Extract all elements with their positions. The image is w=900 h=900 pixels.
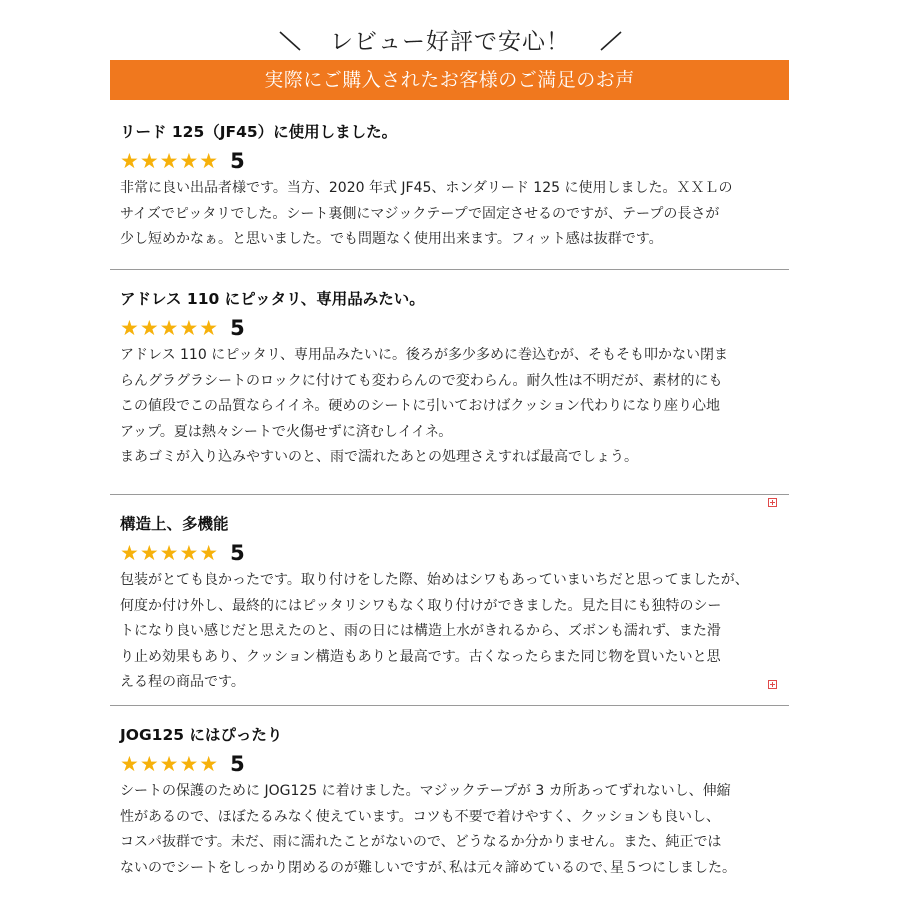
expand-plus-icon[interactable] bbox=[768, 498, 777, 507]
review-body: シートの保護のために JOG125 に着けました。マジックテープが 3 カ所あってずれないし、伸縮 性があるので、ほぼたるみなく使えています。コツも不要で着けやすく、クッションも良いし、 コスパ抜群です。未だ、雨に濡れたことがないので、どうなるか分かりません。また、純正では ないのでシートをしっかり閉めるのが難しいですが､私は元々諦めているので､星５つにしました。 bbox=[120, 783, 736, 876]
review-body: 非常に良い出品者様です。当方、2020 年式 JF45、ホンダリード 125 に使用しました。ＸＸＬの サイズでピッタリでした。シート裏側にマジックテープで固定させるのですが、テープの長さが 少し短めかなぁ。と思いました。でも問題なく使用出来ます。フィット感は抜群です。 bbox=[120, 180, 733, 247]
five-star-rating-icon: ★★★★★ bbox=[120, 149, 220, 173]
rating-row bbox=[120, 313, 789, 343]
review-item bbox=[110, 270, 789, 495]
five-star-rating-icon: ★★★★★ bbox=[120, 752, 220, 776]
review-item bbox=[110, 118, 789, 270]
customer-voice-banner: 実際にご購入されたお客様のご満足のお声 bbox=[110, 60, 789, 100]
section-header bbox=[0, 22, 900, 62]
rating-score: 5 bbox=[230, 316, 245, 340]
five-star-rating-icon: ★★★★★ bbox=[120, 541, 220, 565]
rating-row bbox=[120, 749, 789, 779]
expand-plus-icon[interactable] bbox=[768, 680, 777, 689]
review-title: アドレス 110 にピッタリ、専用品みたい。 bbox=[120, 290, 425, 308]
review-title: リード 125（JF45）に使用しました。 bbox=[120, 123, 398, 141]
backslash-decoration-icon bbox=[277, 30, 303, 52]
rating-score: 5 bbox=[230, 541, 245, 565]
rating-score: 5 bbox=[230, 752, 245, 776]
header-title: レビュー好評で安心！ bbox=[330, 29, 570, 55]
review-body: 包装がとても良かったです。取り付けをした際、始めはシワもあっていまいちだと思ってましたが、 何度か付け外し、最終的にはピッタリシワもなく取り付けができました。見た目にも独特のシー トになり良い感じだと思えたのと、雨の日には構造上水がきれるから、ズボンも濡れず、また滑 り止め効果もあり、クッション構造もありと最高です。古くなったらまた同じ物を買いたいと思 える程の商品です。 bbox=[120, 572, 749, 690]
five-star-rating-icon: ★★★★★ bbox=[120, 316, 220, 340]
rating-row bbox=[120, 538, 789, 568]
review-item bbox=[110, 495, 789, 706]
slash-decoration-icon bbox=[598, 30, 624, 52]
review-title: 構造上、多機能 bbox=[120, 515, 229, 533]
review-title: JOG125 にはぴったり bbox=[120, 726, 283, 744]
review-item bbox=[110, 706, 789, 881]
review-body: アドレス 110 にピッタリ、専用品みたいに。後ろが多少多めに巻込むが、そもそも叩かない閉ま らんグラグラシートのロックに付けても変わらんので変わらん。耐久性は不明だが、素材的にも この値段でこの品質ならイイネ。硬めのシートに引いておけばクッション代わりになり座り心地 アップ。夏は熱々シートで火傷せずに済むしイイネ。 まあゴミが入り込みやすいのと、雨で濡れたあとの処理さえすれば最高でしょう。 bbox=[120, 347, 728, 465]
rating-score: 5 bbox=[230, 149, 245, 173]
rating-row bbox=[120, 146, 789, 176]
review-list bbox=[110, 118, 789, 881]
